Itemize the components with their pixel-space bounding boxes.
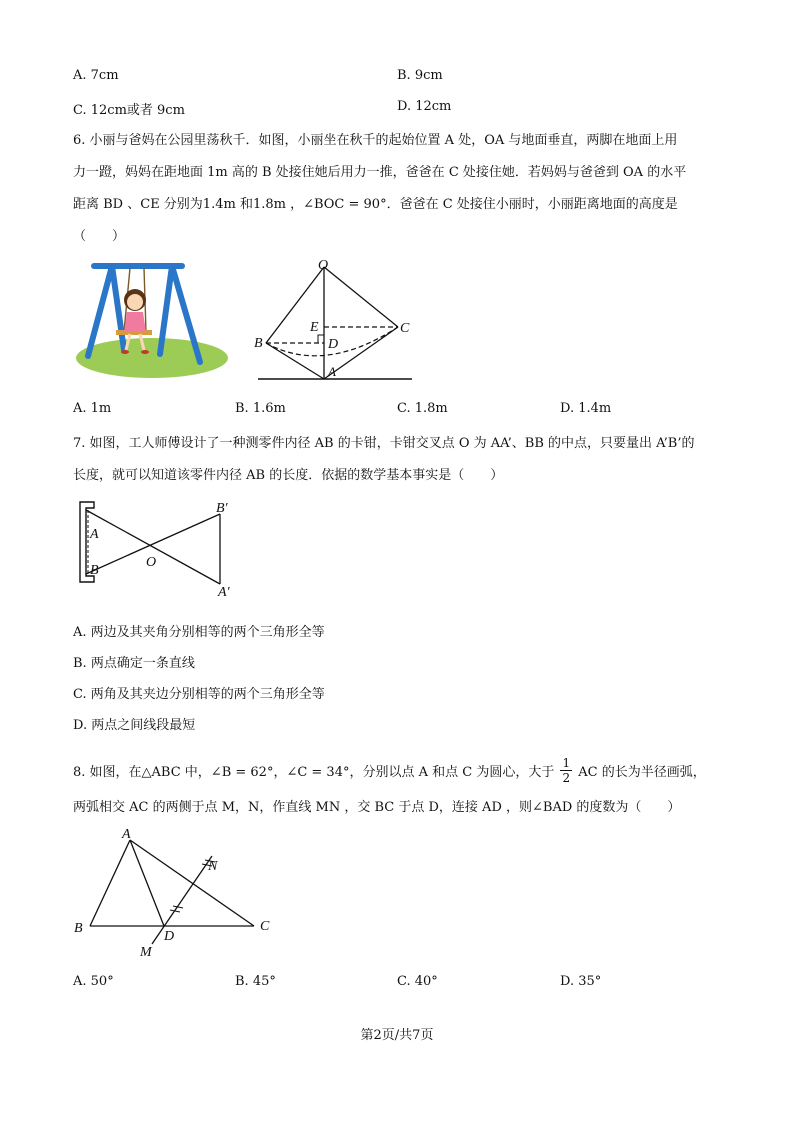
label-c: C xyxy=(400,321,410,336)
label-d: D xyxy=(164,929,175,944)
q6-option-d: D. 1.4m xyxy=(560,401,612,416)
girl-face xyxy=(127,294,143,310)
right-angle-mark xyxy=(318,335,324,343)
label-e: E xyxy=(310,320,319,335)
q8-option-a: A. 50° xyxy=(73,974,114,989)
q8-text-line-1 xyxy=(73,758,706,787)
label-a: A xyxy=(90,527,99,542)
segment-oc xyxy=(324,267,398,327)
label-b-prime: B′ xyxy=(216,501,228,516)
q8-line1-prefix: 8. 如图，在△ABC 中，∠B = 62°，∠C = 34°，分别以点 A 和点 C 为圆心，大于 xyxy=(73,765,555,780)
q7-text-line-2: 长度，就可以知道该零件内径 AB 的长度．依据的数学基本事实是（ ） xyxy=(73,468,504,483)
page-footer: 第2页/共7页 xyxy=(360,1028,434,1043)
q5-option-c: C. 12cm或者 9cm xyxy=(73,103,185,118)
label-a: A xyxy=(122,827,131,842)
label-b: B xyxy=(254,336,263,351)
q5-option-b: B. 9cm xyxy=(397,68,443,83)
q8-fraction xyxy=(560,756,572,785)
q6-text-line-1: 6. 小丽与爸妈在公园里荡秋千．如图，小丽坐在秋千的起始位置 A 处，OA 与地面垂直，两脚在地面上用 xyxy=(73,133,678,148)
swing-illustration xyxy=(72,258,232,382)
label-d: D xyxy=(328,337,339,352)
label-b: B xyxy=(74,921,83,936)
q7-option-b: B. 两点确定一条直线 xyxy=(73,656,195,671)
q8-option-d: D. 35° xyxy=(560,974,602,989)
q8-line1-suffix: AC 的长为半径画弧， xyxy=(578,765,706,780)
q7-text-line-1: 7. 如图，工人师傅设计了一种测零件内径 AB 的卡钳，卡钳交叉点 O 为 AA’、BB 的中点，只要量出 A’B’的 xyxy=(73,436,695,451)
segment-ad xyxy=(130,840,164,926)
q5-option-a: A. 7cm xyxy=(73,68,119,83)
q7-option-d: D. 两点之间线段最短 xyxy=(73,718,196,733)
label-m: M xyxy=(140,945,152,960)
q8-fraction-denominator: 2 xyxy=(562,771,571,785)
label-o: O xyxy=(146,555,157,570)
label-a-prime: A′ xyxy=(218,585,230,600)
q6-text-line-4: （ ） xyxy=(73,229,126,244)
label-n: N xyxy=(208,859,218,874)
q6-geometry-figure xyxy=(250,255,420,385)
q6-text-line-3: 距离 BD 、CE 分别为1.4m 和1.8m ，∠BOC = 90°．爸爸在 C 处接住小丽时，小丽距离地面的高度是 xyxy=(73,197,678,212)
segment-ba xyxy=(266,343,324,379)
label-o: O xyxy=(318,258,329,273)
q6-option-b: B. 1.6m xyxy=(235,401,286,416)
q8-option-b: B. 45° xyxy=(235,974,276,989)
label-a: A xyxy=(328,364,336,379)
q6-option-a: A. 1m xyxy=(73,401,112,416)
q7-caliper-figure xyxy=(70,496,250,600)
q8-fraction-numerator: 1 xyxy=(562,756,571,770)
q5-option-d: D. 12cm xyxy=(397,99,452,114)
q7-option-a: A. 两边及其夹角分别相等的两个三角形全等 xyxy=(73,625,325,640)
label-b: B xyxy=(90,563,99,578)
line-mn xyxy=(152,856,212,944)
q8-option-c: C. 40° xyxy=(397,974,438,989)
segment-ac xyxy=(130,840,254,926)
label-c: C xyxy=(260,919,270,934)
caliper-arm-a xyxy=(86,510,220,584)
grass-ellipse xyxy=(76,338,228,378)
q7-option-c: C. 两角及其夹边分别相等的两个三角形全等 xyxy=(73,687,325,702)
girl-shoe-right xyxy=(141,350,149,354)
girl-shoe-left xyxy=(121,350,129,354)
q8-triangle-figure xyxy=(70,826,280,964)
segment-ab xyxy=(90,840,130,926)
q6-option-c: C. 1.8m xyxy=(397,401,448,416)
q8-text-line-2: 两弧相交 AC 的两侧于点 M，N，作直线 MN ，交 BC 于点 D，连接 AD ，则∠BAD 的度数为（ ） xyxy=(73,800,681,815)
q6-text-line-2: 力一蹬，妈妈在距地面 1m 高的 B 处接住她后用力一推，爸爸在 C 处接住她．若妈妈与爸爸到 OA 的水平 xyxy=(73,165,687,180)
girl-dress xyxy=(124,312,146,332)
